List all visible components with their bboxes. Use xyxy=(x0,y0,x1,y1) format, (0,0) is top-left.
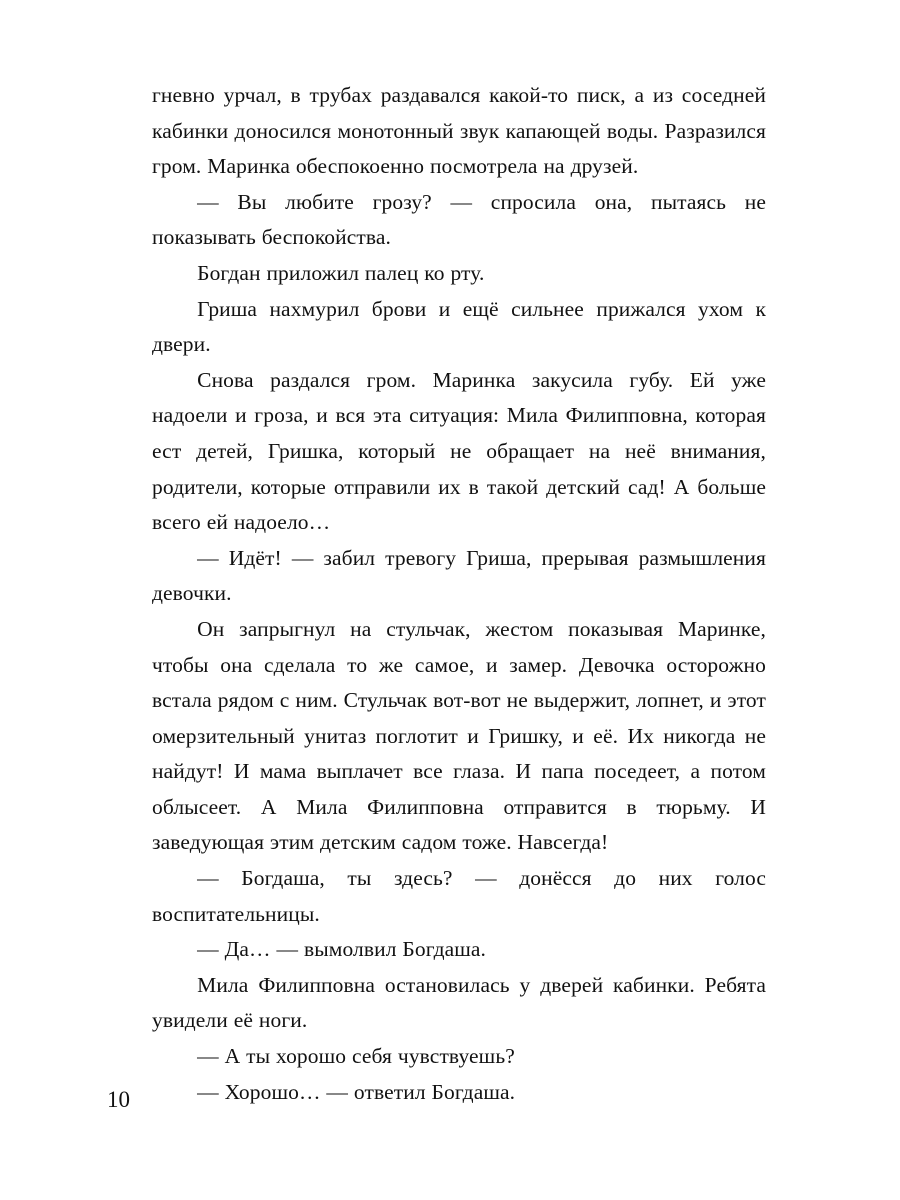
paragraph: Гриша нахмурил брови и ещё сильнее прижался ухом к двери. xyxy=(152,296,766,357)
paragraph: — Да… — вымолвил Богдаша. xyxy=(197,937,487,962)
paragraph: Он запрыгнул на стульчак, жестом показывая Маринке, чтобы она сделала то же самое, и замер. Девочка осторожно встала рядом с ним. Стульчак вот-вот не выдержит, лопнет, и этот омерзительный унитаз поглотит и Гришку, и её. Их никогда не найдут! И мама выплачет все глаза. И папа поседеет, а потом облысеет. А Мила Филипповна отправится в тюрьму. И заведующая этим детским садом тоже. Навсегда! xyxy=(152,616,766,855)
paragraph: — А ты хорошо себя чувствуешь? xyxy=(197,1044,515,1069)
paragraph: — Хорошо… — ответил Богдаша. xyxy=(197,1079,516,1104)
paragraph: гневно урчал, в трубах раздавался какой-то писк, а из соседней кабинки доносился монотонный звук капающей воды. Разразился гром. Маринка обеспокоенно посмотрела на друзей. xyxy=(152,83,766,179)
page-number: 10 xyxy=(107,1087,130,1112)
paragraph: — Вы любите грозу? — спросила она, пытаясь не показывать беспокойства. xyxy=(152,189,766,250)
paragraph: — Идёт! — забил тревогу Гриша, прерывая размышления девочки. xyxy=(152,545,766,606)
paragraph: Богдан приложил палец ко рту. xyxy=(197,260,485,285)
paragraph: Мила Филипповна остановилась у дверей кабинки. Ребята увидели её ноги. xyxy=(152,972,766,1033)
paragraph: — Богдаша, ты здесь? — донёсся до них голос воспитательницы. xyxy=(152,866,766,926)
body-text-column xyxy=(152,78,766,1110)
paragraph: Снова раздался гром. Маринка закусила губу. Ей уже надоели и гроза, и вся эта ситуация: Мила Филипповна, которая ест детей, Гришка, который не обращает на неё внимания, родители, которые отправили их в такой детский сад! А больше всего ей надоело… xyxy=(152,367,766,535)
